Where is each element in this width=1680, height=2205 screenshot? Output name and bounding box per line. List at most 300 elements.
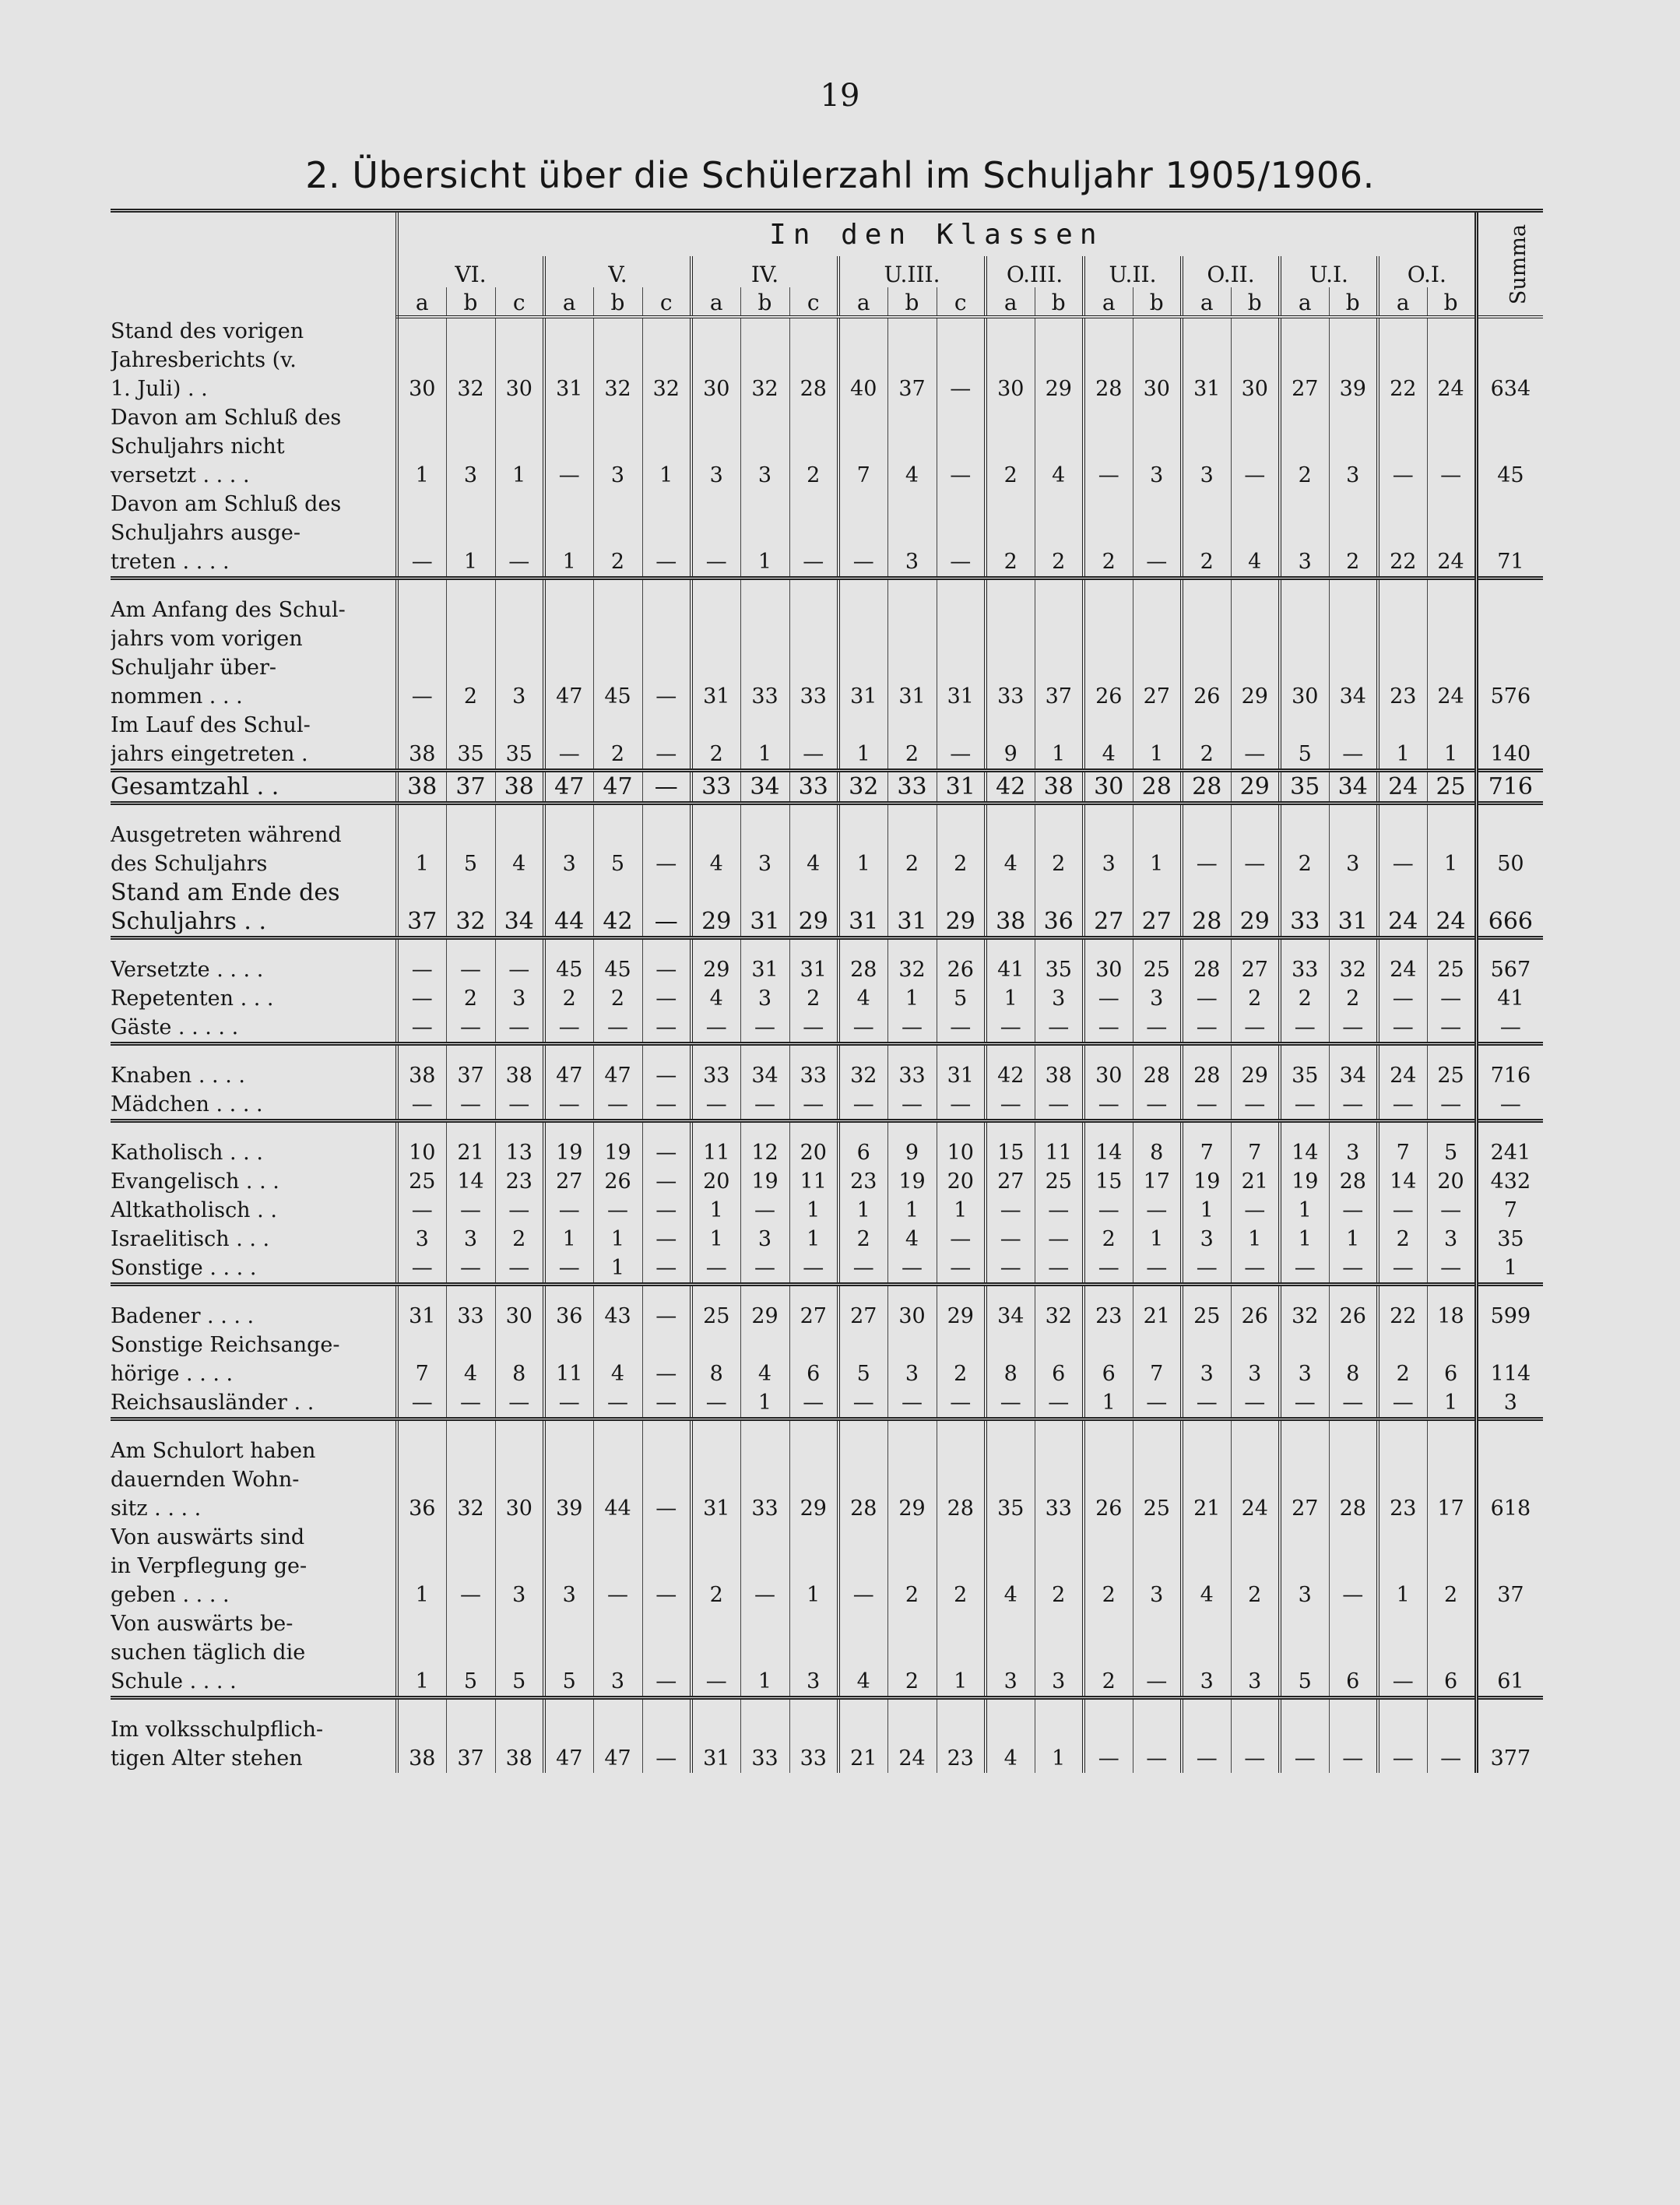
table-row [111, 1254, 1543, 1285]
table-cell: — [1427, 403, 1476, 490]
table-cell: 2 [1378, 1225, 1427, 1254]
subclass-header: b [1329, 287, 1378, 317]
table-cell: 1 [1133, 1225, 1182, 1254]
table-row [111, 771, 1543, 804]
table-cell: 19 [887, 1167, 937, 1196]
table-cell: 23 [1378, 596, 1427, 711]
table-cell: 32 [740, 317, 789, 403]
row-sum: 71 [1476, 490, 1543, 579]
table-cell: — [642, 1090, 691, 1121]
table-cell: 4 [740, 1331, 789, 1388]
table-cell: 32 [838, 771, 887, 804]
table-cell: 25 [1133, 1437, 1182, 1523]
table-cell: 28 [789, 317, 838, 403]
table-cell: — [789, 1090, 838, 1121]
page-title: 2. Übersicht über die Schülerzahl im Schuljahr 1905/1906. [305, 154, 1375, 196]
table-cell: 33 [1035, 1437, 1084, 1523]
table-cell: — [937, 1090, 986, 1121]
table-cell: — [397, 596, 446, 711]
subclass-header: a [1084, 287, 1133, 317]
table-cell: 19 [740, 1167, 789, 1196]
table-cell: 25 [1133, 955, 1182, 984]
table-cell: — [446, 1013, 495, 1044]
table-cell: 30 [691, 317, 740, 403]
table-cell: — [1231, 711, 1280, 771]
table-cell: — [691, 1013, 740, 1044]
table-cell: — [495, 1090, 544, 1121]
table-cell: — [1329, 1523, 1378, 1609]
table-cell: 23 [495, 1167, 544, 1196]
row-sum: 576 [1476, 596, 1543, 711]
table-cell: 19 [593, 1138, 642, 1167]
table-cell: 5 [495, 1609, 544, 1698]
section-divider [111, 1044, 1543, 1062]
table-cell: 7 [1378, 1138, 1427, 1167]
table-cell: — [397, 1388, 446, 1419]
table-cell: 32 [1280, 1302, 1329, 1331]
table-cell: 2 [986, 490, 1035, 579]
table-cell: 7 [1133, 1331, 1182, 1388]
table-row [111, 1523, 1543, 1609]
table-cell: 20 [789, 1138, 838, 1167]
row-sum: 35 [1476, 1225, 1543, 1254]
row-label: Gäste . . . . . [111, 1015, 239, 1039]
table-cell: 13 [495, 1138, 544, 1167]
table-cell: 2 [1280, 821, 1329, 878]
section-divider [111, 1121, 1543, 1139]
table-cell: 35 [446, 711, 495, 771]
table-cell: 1 [1231, 1225, 1280, 1254]
table-cell: — [1084, 1254, 1133, 1285]
table-cell: — [1378, 984, 1427, 1013]
table-cell: — [642, 955, 691, 984]
table-cell: 23 [838, 1167, 887, 1196]
table-cell: — [1231, 1196, 1280, 1225]
table-row [111, 821, 1543, 878]
row-sum: 41 [1476, 984, 1543, 1013]
section-divider [111, 1698, 1543, 1716]
table-cell: — [937, 711, 986, 771]
table-cell: — [1231, 1388, 1280, 1419]
table-cell: — [1133, 1196, 1182, 1225]
table-cell: — [1035, 1254, 1084, 1285]
table-cell: 8 [691, 1331, 740, 1388]
table-cell: — [1182, 1254, 1231, 1285]
table-cell: 3 [544, 1523, 593, 1609]
class-group-header: O.II. [1182, 256, 1280, 287]
row-sum: 45 [1476, 403, 1543, 490]
table-cell: — [397, 1013, 446, 1044]
table-cell: — [446, 1388, 495, 1419]
table-cell: 28 [1133, 1061, 1182, 1090]
table-cell: 1 [1427, 711, 1476, 771]
page-number: 19 [820, 78, 860, 114]
table-cell: — [642, 984, 691, 1013]
table-cell: — [446, 1523, 495, 1609]
table-cell: 28 [937, 1437, 986, 1523]
table-cell: 4 [495, 821, 544, 878]
table-cell: — [593, 1013, 642, 1044]
row-sum: 377 [1476, 1715, 1543, 1773]
table-cell: — [1231, 403, 1280, 490]
subclass-header: b [1231, 287, 1280, 317]
row-label: Katholisch . . . [111, 1141, 263, 1165]
table-cell: 29 [740, 1302, 789, 1331]
table-cell: 2 [986, 403, 1035, 490]
table-cell: 21 [838, 1715, 887, 1773]
table-cell: 30 [1084, 955, 1133, 984]
table-cell: 5 [1280, 711, 1329, 771]
row-sum: 567 [1476, 955, 1543, 984]
table-cell: 2 [1231, 984, 1280, 1013]
table-cell: 32 [838, 1061, 887, 1090]
table-cell: 28 [1182, 771, 1231, 804]
table-cell: 23 [1378, 1437, 1427, 1523]
subclass-header: c [937, 287, 986, 317]
row-label: Davon am Schluß des Schuljahrs ausge- treten . . . . [111, 492, 342, 574]
table-cell: 22 [1378, 1302, 1427, 1331]
subclass-header: a [691, 287, 740, 317]
table-cell: 2 [1084, 1225, 1133, 1254]
subclass-header: b [1427, 287, 1476, 317]
table-cell: 2 [495, 1225, 544, 1254]
table-cell: 11 [789, 1167, 838, 1196]
table-cell: 2 [887, 1609, 937, 1698]
table-cell: 1 [1378, 1523, 1427, 1609]
table-cell: — [789, 711, 838, 771]
table-cell: 32 [1035, 1302, 1084, 1331]
table-cell: 30 [1280, 596, 1329, 711]
table-cell: — [1231, 1090, 1280, 1121]
table-cell: 43 [593, 1302, 642, 1331]
row-sum: 61 [1476, 1609, 1543, 1698]
table-cell: 1 [838, 821, 887, 878]
table-cell: 1 [789, 1523, 838, 1609]
table-cell: 35 [986, 1437, 1035, 1523]
table-cell: 2 [691, 1523, 740, 1609]
class-group-header: U.I. [1280, 256, 1378, 287]
row-label: Altkatholisch . . [111, 1198, 277, 1222]
table-cell: 3 [446, 1225, 495, 1254]
table-cell: 2 [789, 984, 838, 1013]
table-cell: 28 [1182, 955, 1231, 984]
table-cell: 28 [1133, 771, 1182, 804]
row-sum: 599 [1476, 1302, 1543, 1331]
class-group-header: O.III. [986, 256, 1084, 287]
table-cell: 2 [1035, 490, 1084, 579]
table-cell: — [642, 490, 691, 579]
table-cell: 3 [1231, 1609, 1280, 1698]
table-cell: — [544, 711, 593, 771]
table-cell: 37 [887, 317, 937, 403]
table-cell: — [642, 1388, 691, 1419]
table-cell: 1 [1378, 711, 1427, 771]
table-cell: 30 [495, 1437, 544, 1523]
table-cell: 1 [740, 490, 789, 579]
table-cell: 3 [1182, 1331, 1231, 1388]
table-cell: 8 [1329, 1331, 1378, 1388]
table-cell: 33 [1280, 955, 1329, 984]
table-cell: — [1427, 1715, 1476, 1773]
table-cell: — [691, 1609, 740, 1698]
table-cell: — [740, 1013, 789, 1044]
table-cell: 37 [446, 771, 495, 804]
table-cell: — [1035, 1196, 1084, 1225]
table-cell: 38 [986, 878, 1035, 938]
table-cell: 34 [986, 1302, 1035, 1331]
table-cell: 2 [1280, 403, 1329, 490]
table-cell: 30 [397, 317, 446, 403]
table-cell: 29 [691, 955, 740, 984]
table-cell: 32 [446, 1437, 495, 1523]
table-cell: 2 [1084, 490, 1133, 579]
table-cell: — [1084, 984, 1133, 1013]
table-cell: 1 [887, 984, 937, 1013]
table-row [111, 1609, 1543, 1698]
table-cell: 11 [544, 1331, 593, 1388]
table-cell: — [691, 1388, 740, 1419]
table-cell: 29 [1231, 596, 1280, 711]
table-cell: 7 [1231, 1138, 1280, 1167]
table-cell: 9 [986, 711, 1035, 771]
table-cell: — [691, 1254, 740, 1285]
table-cell: 30 [1133, 317, 1182, 403]
table-cell: 1 [1035, 1715, 1084, 1773]
table-cell: 38 [397, 711, 446, 771]
table-cell: 29 [887, 1437, 937, 1523]
table-cell: 2 [1427, 1523, 1476, 1609]
table-cell: 29 [691, 878, 740, 938]
table-cell: — [642, 1437, 691, 1523]
table-cell: — [986, 1388, 1035, 1419]
table-cell: — [1329, 1013, 1378, 1044]
table-cell: 3 [887, 490, 937, 579]
table-cell: 36 [397, 1437, 446, 1523]
table-cell: 31 [937, 1061, 986, 1090]
table-cell: — [495, 1013, 544, 1044]
row-sum: 716 [1476, 771, 1543, 804]
row-sum: 634 [1476, 317, 1543, 403]
table-cell: — [789, 1388, 838, 1419]
table-cell: — [642, 1523, 691, 1609]
table-cell: 38 [1035, 1061, 1084, 1090]
table-cell: 20 [691, 1167, 740, 1196]
table-cell: — [887, 1090, 937, 1121]
table-cell: 19 [1280, 1167, 1329, 1196]
table-cell: — [544, 1090, 593, 1121]
table-cell: 39 [1329, 317, 1378, 403]
table-cell: 38 [495, 771, 544, 804]
table-cell: — [544, 1254, 593, 1285]
table-row [111, 1196, 1543, 1225]
table-cell: — [1427, 984, 1476, 1013]
table-cell: 1 [887, 1196, 937, 1225]
table-cell: 27 [1133, 596, 1182, 711]
table-cell: 42 [986, 1061, 1035, 1090]
table-cell: 1 [1329, 1225, 1378, 1254]
table-cell: 2 [789, 403, 838, 490]
table-cell: 30 [495, 1302, 544, 1331]
row-label: Knaben . . . . [111, 1064, 245, 1088]
table-cell: 5 [937, 984, 986, 1013]
table-cell: 4 [986, 1523, 1035, 1609]
row-label: Im volksschulpflich- tigen Alter stehen [111, 1718, 324, 1771]
table-cell: — [1182, 1013, 1231, 1044]
table-cell: — [937, 317, 986, 403]
table-cell: 34 [1329, 1061, 1378, 1090]
table-cell: 2 [937, 1523, 986, 1609]
table-cell: 3 [1280, 490, 1329, 579]
table-cell: — [1182, 1090, 1231, 1121]
table-cell: 3 [789, 1609, 838, 1698]
table-cell: — [1329, 1090, 1378, 1121]
table-cell: 26 [1084, 1437, 1133, 1523]
table-cell: — [937, 1013, 986, 1044]
table-cell: 29 [1231, 1061, 1280, 1090]
table-cell: 40 [838, 317, 887, 403]
table-cell: 35 [1280, 1061, 1329, 1090]
subclass-header: c [789, 287, 838, 317]
table-cell: — [838, 1523, 887, 1609]
table-cell: 1 [446, 490, 495, 579]
klassen-title: In den Klassen [397, 211, 1476, 257]
table-cell: 34 [740, 771, 789, 804]
row-sum: 618 [1476, 1437, 1543, 1523]
table-cell: 33 [740, 596, 789, 711]
table-cell: — [1378, 403, 1427, 490]
table-cell: 42 [593, 878, 642, 938]
table-cell: 35 [1035, 955, 1084, 984]
table-cell: 2 [1035, 821, 1084, 878]
table-cell: 24 [1378, 771, 1427, 804]
table-cell: 2 [1329, 490, 1378, 579]
table-cell: — [642, 1138, 691, 1167]
subclass-header: b [887, 287, 937, 317]
table-cell: 3 [1280, 1523, 1329, 1609]
table-row [111, 1302, 1543, 1331]
table-row [111, 1437, 1543, 1523]
table-cell: — [495, 490, 544, 579]
row-label: Von auswärts sind in Verpflegung ge- geben . . . . [111, 1525, 308, 1607]
table-cell: 30 [986, 317, 1035, 403]
table-cell: 31 [397, 1302, 446, 1331]
table-cell: — [986, 1013, 1035, 1044]
table-cell: — [397, 490, 446, 579]
table-cell: 6 [1427, 1331, 1476, 1388]
table-cell: — [1329, 1715, 1378, 1773]
subclass-header: a [397, 287, 446, 317]
table-cell: — [1378, 1715, 1427, 1773]
table-cell: 3 [1133, 1523, 1182, 1609]
table-cell: 2 [1329, 984, 1378, 1013]
table-cell: — [1329, 711, 1378, 771]
table-cell: 3 [986, 1609, 1035, 1698]
section-divider [111, 938, 1543, 956]
table-cell: — [740, 1196, 789, 1225]
table-cell: 4 [887, 403, 937, 490]
table-cell: 3 [1329, 821, 1378, 878]
table-cell: — [937, 490, 986, 579]
table-cell: 39 [544, 1437, 593, 1523]
table-cell: — [838, 1090, 887, 1121]
table-cell: — [642, 1609, 691, 1698]
table-cell: 10 [937, 1138, 986, 1167]
table-cell: 3 [1182, 403, 1231, 490]
table-cell: 47 [593, 771, 642, 804]
table-cell: — [691, 490, 740, 579]
table-cell: 4 [1084, 711, 1133, 771]
table-cell: 27 [838, 1302, 887, 1331]
table-cell: 27 [1280, 317, 1329, 403]
table-cell: 3 [1035, 984, 1084, 1013]
table-cell: 4 [1231, 490, 1280, 579]
table-cell: 24 [1427, 878, 1476, 938]
table-cell: — [1182, 984, 1231, 1013]
table-cell: 2 [937, 1331, 986, 1388]
table-cell: 2 [838, 1225, 887, 1254]
table-cell: 30 [1231, 317, 1280, 403]
table-cell: 7 [1182, 1138, 1231, 1167]
table-cell: 20 [937, 1167, 986, 1196]
row-sum: 50 [1476, 821, 1543, 878]
table-cell: — [789, 490, 838, 579]
subclass-header: b [1035, 287, 1084, 317]
table-cell: — [397, 1090, 446, 1121]
table-cell: 1 [593, 1225, 642, 1254]
class-group-header: U.II. [1084, 256, 1182, 287]
table-row [111, 1090, 1543, 1121]
table-cell: 6 [838, 1138, 887, 1167]
table-cell: 38 [397, 1715, 446, 1773]
table-cell: — [642, 821, 691, 878]
row-sum: 37 [1476, 1523, 1543, 1609]
table-cell: 1 [740, 1609, 789, 1698]
table-cell: 33 [887, 1061, 937, 1090]
table-cell: 4 [446, 1331, 495, 1388]
row-label: Von auswärts be- suchen täglich die Schule . . . . [111, 1612, 306, 1693]
table-cell: — [1084, 1715, 1133, 1773]
table-cell: 3 [1182, 1225, 1231, 1254]
table-cell: — [1133, 1090, 1182, 1121]
table-cell: 27 [986, 1167, 1035, 1196]
table-cell: 34 [495, 878, 544, 938]
table-cell: 6 [1329, 1609, 1378, 1698]
subclass-header: a [1182, 287, 1231, 317]
table-cell: 9 [887, 1138, 937, 1167]
table-cell: 33 [986, 596, 1035, 711]
table-cell: 4 [986, 821, 1035, 878]
table-cell: — [838, 490, 887, 579]
class-group-header: O.I. [1378, 256, 1476, 287]
table-cell: 30 [887, 1302, 937, 1331]
table-cell: 19 [1182, 1167, 1231, 1196]
table-cell: — [642, 711, 691, 771]
class-group-header: V. [544, 256, 691, 287]
table-cell: 1 [838, 711, 887, 771]
row-label: Badener . . . . [111, 1304, 255, 1328]
table-cell: 1 [397, 403, 446, 490]
table-cell: 37 [446, 1715, 495, 1773]
table-cell: 24 [1378, 955, 1427, 984]
table-cell: 11 [1035, 1138, 1084, 1167]
table-cell: 1 [838, 1196, 887, 1225]
table-cell: 4 [1035, 403, 1084, 490]
table-row [111, 1013, 1543, 1044]
table-cell: 2 [1182, 490, 1231, 579]
table-cell: 25 [1427, 1061, 1476, 1090]
class-group-header: VI. [397, 256, 544, 287]
table-cell: — [1280, 1388, 1329, 1419]
